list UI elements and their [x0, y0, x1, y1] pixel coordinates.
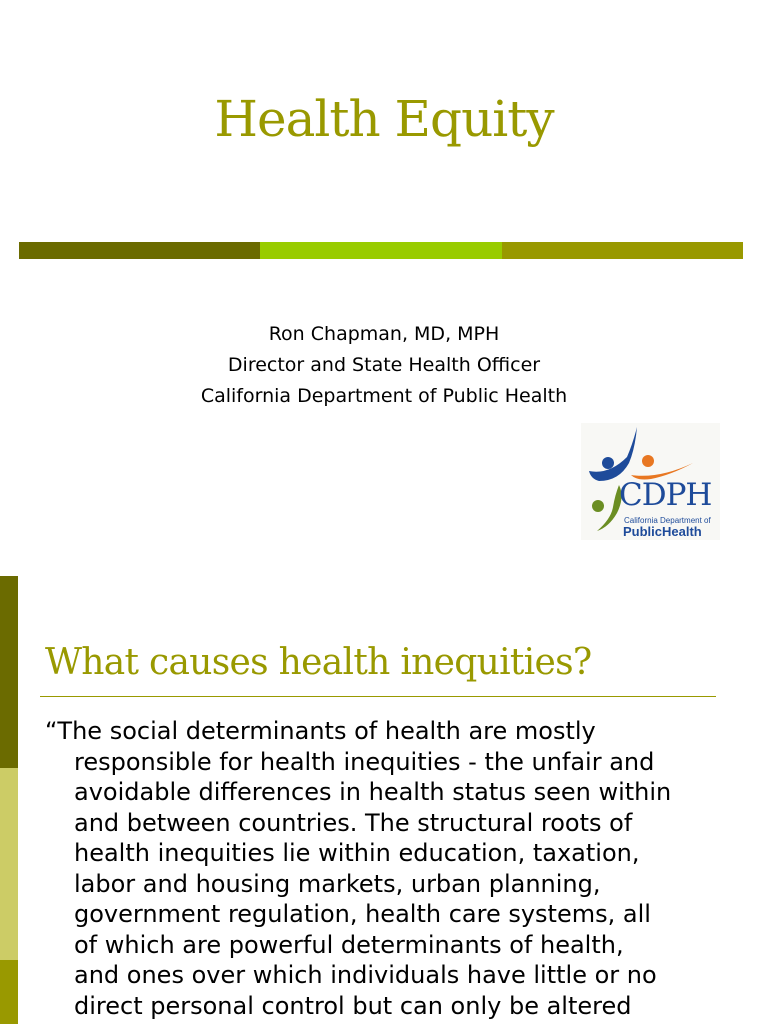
quote-body	[45, 716, 735, 1021]
slide-title: Health Equity	[214, 90, 554, 148]
presenter-organization: California Department of Public Health	[200, 385, 568, 407]
title-divider-bar	[19, 242, 743, 259]
quote-line: responsible for health inequities - the unfair and	[74, 747, 655, 776]
side-segment-dark	[0, 576, 18, 768]
side-accent-bar	[0, 576, 18, 1024]
quote-line: government regulation, health care systems, all	[74, 900, 651, 928]
quote-line: avoidable differences in health status seen within	[74, 778, 672, 806]
quote-line: labor and housing markets, urban planning,	[74, 869, 601, 898]
slide-heading: What causes health inequities?	[45, 642, 592, 683]
content-slide	[0, 576, 768, 1024]
heading-rule	[40, 696, 716, 697]
logo-wordmark: CDPH	[619, 477, 712, 513]
logo-subtitle-bold: PublicHealth	[623, 524, 702, 539]
logo-subtitle: California Department of	[624, 516, 711, 525]
divider-segment-light	[260, 242, 501, 259]
side-segment-light	[0, 768, 18, 960]
presenter-title: Director and State Health Officer	[227, 354, 541, 376]
quote-line: health inequities lie within education, taxation,	[74, 839, 640, 867]
quote-line: “The social determinants of health are mostly	[45, 717, 596, 745]
divider-segment-olive	[502, 242, 743, 259]
presenter-name: Ron Chapman, MD, MPH	[268, 323, 500, 345]
presenter-byline	[0, 319, 768, 412]
side-segment-olive	[0, 960, 18, 1024]
cdph-logo	[581, 423, 720, 540]
quote-line: and between countries. The structural roots of	[74, 808, 633, 837]
divider-segment-dark	[19, 242, 260, 259]
quote-line: direct personal control but can only be altered	[74, 991, 632, 1020]
quote-line: and ones over which individuals have little or no	[74, 961, 657, 989]
quote-line: of which are powerful determinants of health,	[74, 930, 624, 959]
